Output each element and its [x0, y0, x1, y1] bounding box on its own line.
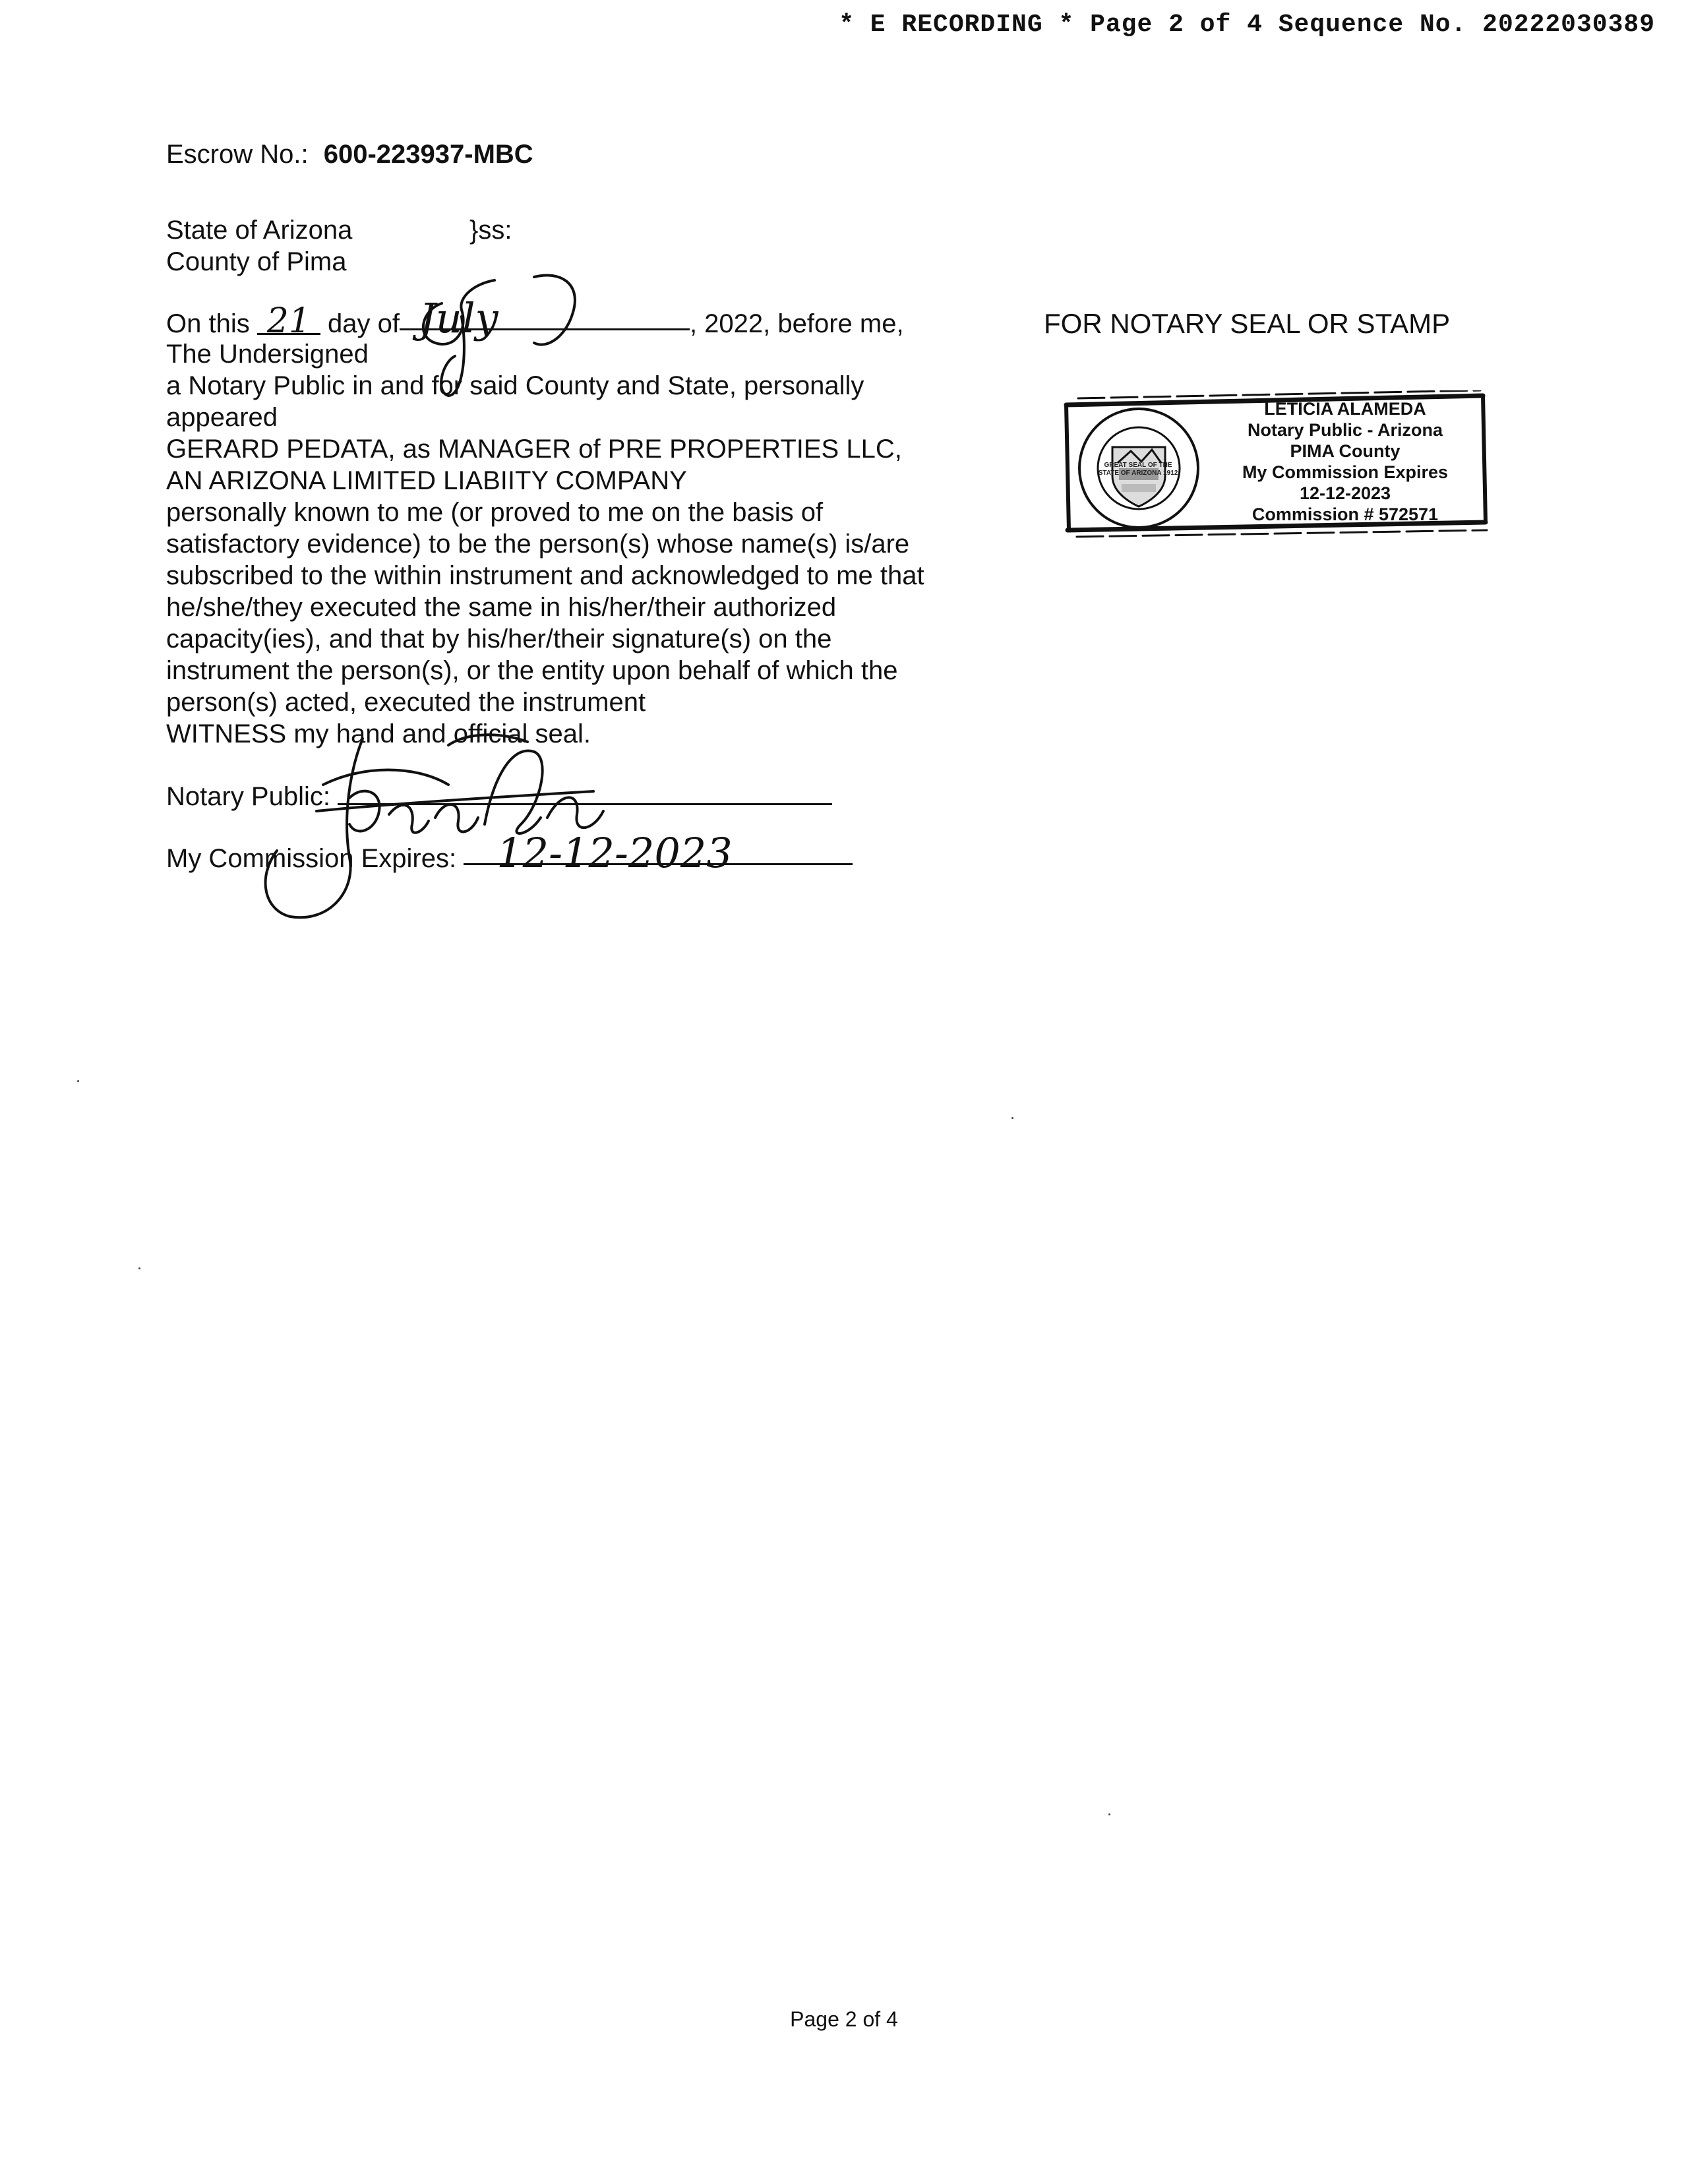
seal-label: FOR NOTARY SEAL OR STAMP	[1044, 308, 1451, 339]
recording-header: * E RECORDING * Page 2 of 4 Sequence No. 20222030389	[839, 11, 1655, 39]
month-handwriting-strokes	[396, 264, 620, 402]
year-text: , 2022, before me,	[689, 309, 904, 338]
day-of-text: day of	[327, 309, 400, 338]
notary-signature	[251, 725, 646, 943]
ack-line-8: he/she/they executed the same in his/her/their authorized	[166, 593, 837, 622]
ack-line-4: AN ARIZONA LIMITED LIABIITY COMPANY	[166, 466, 687, 495]
handwritten-commission-date: 12-12-2023	[464, 841, 853, 865]
page-footer: Page 2 of 4	[790, 2007, 898, 2031]
escrow-number: 600-223937-MBC	[323, 140, 533, 169]
ack-line-12: WITNESS my hand and official seal.	[166, 719, 591, 748]
handwritten-month: July	[400, 307, 690, 330]
on-this-text: On this	[166, 309, 250, 338]
stamp-expires-date: 12-12-2023	[1299, 483, 1391, 503]
stamp-county: PIMA County	[1290, 441, 1401, 461]
ack-line-10: instrument the person(s), or the entity upon behalf of which the	[166, 656, 898, 685]
notary-public-label: Notary Public:	[166, 782, 330, 811]
seal-ring-text: GREAT SEAL OF THE STATE OF ARIZONA 1912	[1098, 462, 1178, 477]
officer-line: The Undersigned	[166, 340, 369, 369]
notary-stamp-text	[1212, 398, 1478, 525]
scan-speck	[77, 1080, 79, 1082]
ack-line-11: person(s) acted, executed the instrument	[166, 688, 646, 717]
state-line	[166, 214, 512, 246]
ack-line-3: GERARD PEDATA, as MANAGER of PRE PROPERTIES LLC,	[166, 435, 902, 464]
handwritten-day: 21	[257, 309, 320, 335]
commission-label: My Commission Expires:	[166, 844, 457, 873]
stamp-commission-number: Commission # 572571	[1251, 504, 1439, 524]
scan-speck	[1011, 1117, 1013, 1119]
ack-line-6: satisfactory evidence) to be the person(s) whose name(s) is/are	[166, 530, 910, 559]
escrow-line	[166, 138, 533, 170]
stamp-notary-name: LETICIA ALAMEDA	[1264, 399, 1426, 419]
venue-ss: }ss:	[469, 216, 512, 245]
escrow-label: Escrow No.:	[166, 140, 309, 169]
stamp-expires-label: My Commission Expires	[1242, 462, 1449, 482]
ack-line-7: subscribed to the within instrument and acknowledged to me that	[166, 561, 924, 590]
scan-speck	[1108, 1813, 1110, 1815]
ack-line-5: personally known to me (or proved to me on the basis of	[166, 498, 824, 527]
ack-line-1: a Notary Public in and for said County and State, personally	[166, 371, 864, 400]
ack-line-9: capacity(ies), and that by his/her/their signature(s) on the	[166, 624, 832, 653]
ack-line-2: appeared	[166, 403, 278, 432]
venue-state: State of Arizona	[166, 216, 353, 245]
stamp-notary-title: Notary Public - Arizona	[1247, 420, 1443, 440]
scan-speck	[138, 1267, 140, 1269]
venue-county: County of Pima	[166, 247, 347, 276]
